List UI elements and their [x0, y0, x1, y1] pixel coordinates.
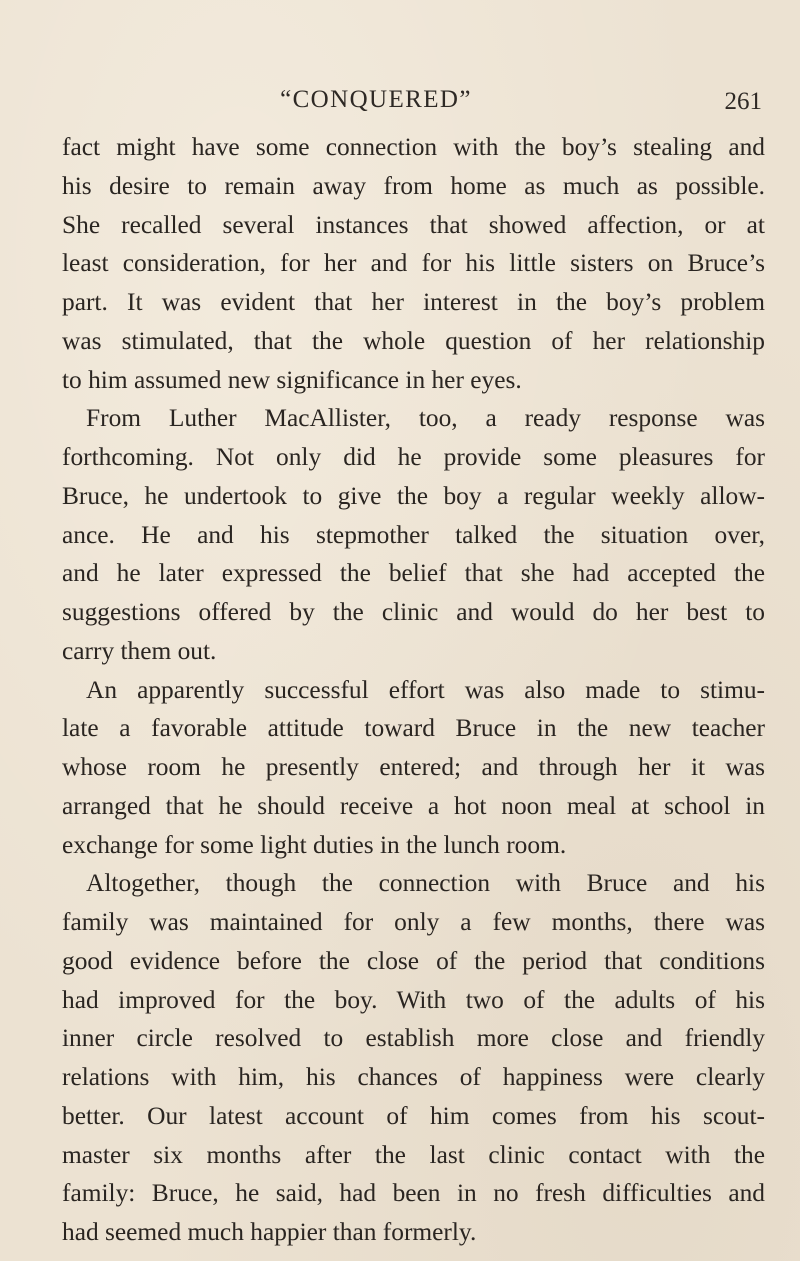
text-line: She recalled several instances that showed affection, or at — [62, 210, 765, 239]
text-line: good evidence before the close of the period that conditions — [62, 946, 765, 975]
text-line: and he later expressed the belief that she had accepted the — [62, 559, 765, 588]
text-line: was stimulated, that the whole question of her relationship — [62, 326, 765, 355]
text-line: master six months after the last clinic contact with the — [62, 1140, 765, 1169]
text-line: part. It was evident that her interest in the boy’s problem — [62, 288, 765, 316]
text-line: From Luther MacAllister, too, a ready response was — [86, 404, 765, 433]
text-line: An apparently successful effort was also made to stimu- — [86, 675, 765, 704]
text-line: fact might have some connection with the boy’s stealing and — [62, 133, 765, 161]
text-line: family was maintained for only a few months, there was — [62, 908, 765, 936]
text-line: late a favorable attitude toward Bruce in the new teacher — [62, 714, 765, 743]
page-number: 261 — [724, 88, 762, 115]
text-line: carry them out. — [62, 636, 217, 665]
text-line: whose room he presently entered; and through her it was — [62, 753, 765, 781]
text-line: ance. He and his stepmother talked the situation over, — [62, 520, 765, 549]
text-line: his desire to remain away from home as much as possible. — [62, 171, 765, 200]
running-head — [0, 86, 800, 122]
text-line: inner circle resolved to establish more close and friendly — [62, 1024, 765, 1053]
text-line: arranged that he should receive a hot noon meal at school in — [62, 791, 765, 820]
text-line: Bruce, he undertook to give the boy a regular weekly allow- — [62, 481, 765, 510]
text-line: exchange for some light duties in the lunch room. — [62, 830, 567, 859]
text-line: family: Bruce, he said, had been in no fresh difficulties and — [62, 1179, 765, 1208]
text-line: Altogether, though the connection with Bruce and his — [86, 869, 765, 898]
text-line: better. Our latest account of him comes from his scout- — [62, 1101, 765, 1130]
text-line: least consideration, for her and for his little sisters on Bruce’s — [62, 249, 765, 278]
body-text — [62, 128, 765, 1252]
text-line: to him assumed new significance in her eyes. — [62, 365, 522, 394]
running-title: “CONQUERED” — [280, 86, 472, 113]
text-line: had seemed much happier than formerly. — [62, 1218, 477, 1246]
text-line: relations with him, his chances of happiness were clearly — [62, 1063, 765, 1091]
text-line: had improved for the boy. With two of the adults of his — [62, 985, 765, 1014]
text-line: suggestions offered by the clinic and would do her best to — [62, 598, 765, 626]
text-line: forthcoming. Not only did he provide some pleasures for — [62, 443, 765, 471]
